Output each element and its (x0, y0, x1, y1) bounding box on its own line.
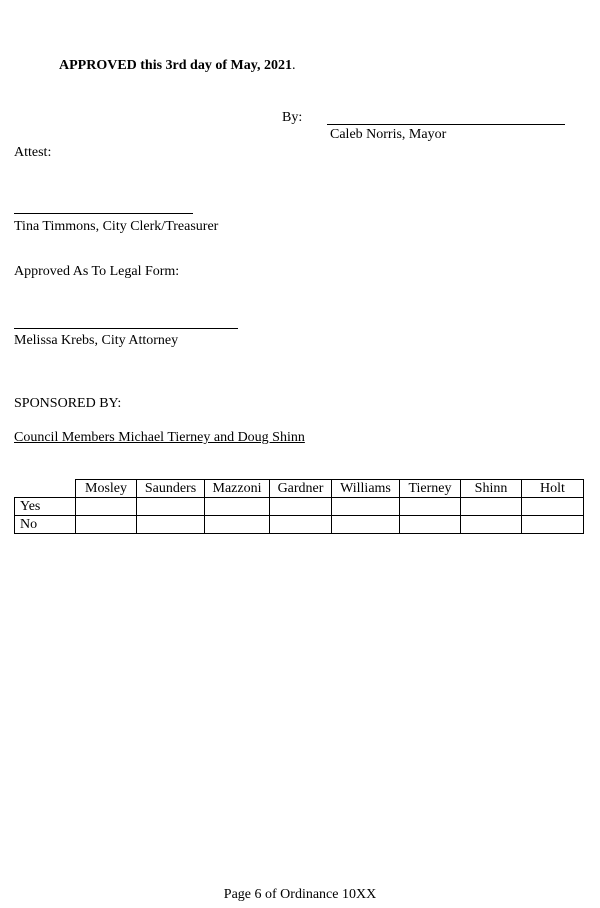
vote-cell (205, 498, 270, 516)
sponsored-by-label: SPONSORED BY: (14, 396, 122, 411)
vote-column-header: Shinn (461, 480, 522, 498)
vote-table-header-row (15, 480, 584, 498)
attorney-name: Melissa Krebs, City Attorney (14, 333, 179, 348)
vote-column-header: Saunders (137, 480, 205, 498)
vote-cell (205, 516, 270, 534)
vote-row-label: No (15, 516, 76, 534)
vote-cell (522, 516, 584, 534)
vote-column-header: Mosley (76, 480, 137, 498)
mayor-name: Caleb Norris, Mayor (330, 127, 447, 142)
by-label: By: (282, 110, 303, 125)
vote-cell (270, 516, 332, 534)
vote-cell (76, 516, 137, 534)
vote-column-header: Williams (332, 480, 400, 498)
clerk-name: Tina Timmons, City Clerk/Treasurer (14, 219, 219, 234)
vote-cell (461, 516, 522, 534)
page-footer: Page 6 of Ordinance 10XX (223, 887, 377, 902)
clerk-signature-line (14, 213, 193, 214)
approval-date-text: APPROVED this 3rd day of May, 2021 (59, 58, 292, 73)
vote-cell (461, 498, 522, 516)
vote-column-header: Tierney (400, 480, 461, 498)
vote-cell (332, 498, 400, 516)
vote-row-label: Yes (15, 498, 76, 516)
sponsors-names: Council Members Michael Tierney and Doug Shinn (14, 430, 305, 445)
vote-cell (332, 516, 400, 534)
attorney-signature-line (14, 328, 238, 329)
approval-period: . (291, 58, 296, 73)
vote-row-no (15, 516, 584, 534)
vote-cell (76, 498, 137, 516)
vote-table (14, 479, 584, 534)
vote-cell (400, 498, 461, 516)
legal-form-label: Approved As To Legal Form: (14, 264, 180, 279)
vote-row-yes (15, 498, 584, 516)
vote-cell (137, 498, 205, 516)
vote-cell (400, 516, 461, 534)
vote-column-header: Holt (522, 480, 584, 498)
mayor-signature-line (327, 124, 565, 125)
attest-label: Attest: (14, 145, 52, 160)
vote-table-corner (15, 480, 76, 498)
vote-column-header: Mazzoni (205, 480, 270, 498)
vote-cell (137, 516, 205, 534)
vote-column-header: Gardner (270, 480, 332, 498)
approval-statement (59, 59, 295, 73)
vote-cell (270, 498, 332, 516)
vote-cell (522, 498, 584, 516)
